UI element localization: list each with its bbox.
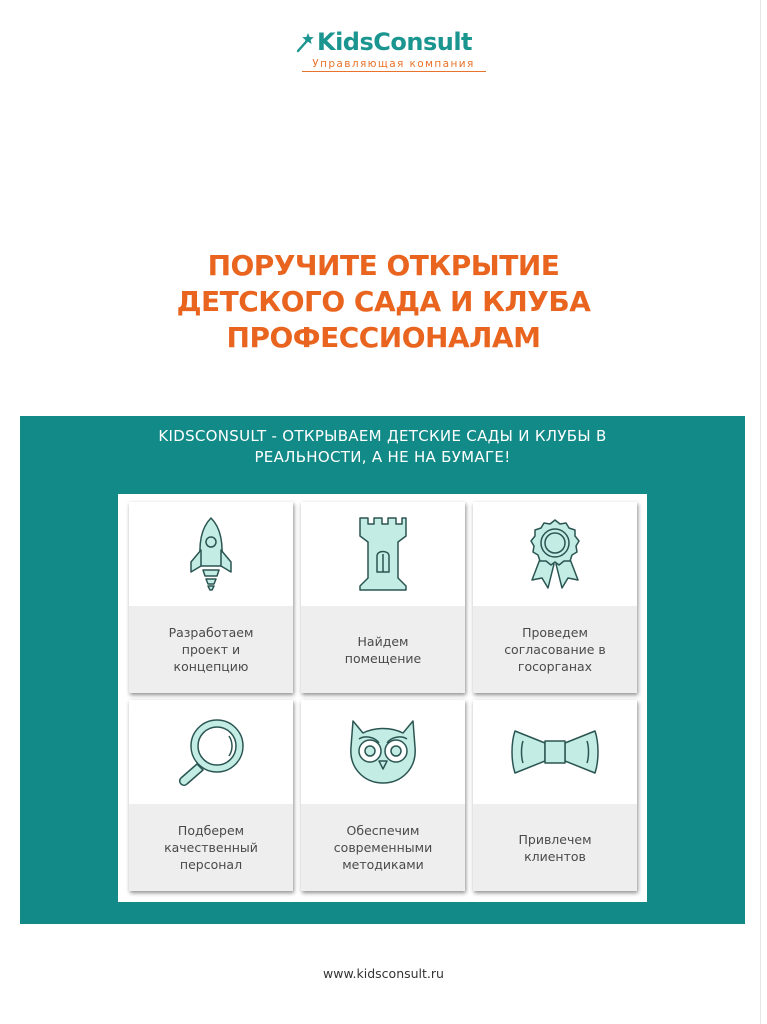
logo-underline: [302, 71, 486, 72]
card-label: [334, 822, 432, 873]
service-card-premises: [301, 502, 465, 693]
card-label-line: помещение: [344, 650, 422, 666]
owl-icon: [345, 717, 421, 787]
card-icon-area: [301, 502, 465, 606]
card-icon-area: [473, 502, 637, 606]
logo: [0, 28, 767, 72]
card-label-line: современными: [333, 840, 433, 855]
website-link[interactable]: www.kidsconsult.ru: [323, 966, 444, 981]
star-wand-icon: [295, 31, 315, 53]
services-panel: [20, 416, 745, 924]
card-label: [518, 831, 591, 865]
card-label-area: [473, 804, 637, 891]
card-label: [345, 633, 421, 667]
service-card-methods: [301, 700, 465, 891]
card-label-line: госорганах: [517, 659, 593, 674]
card-label-line: качественный: [164, 840, 258, 855]
medal-icon: [520, 514, 590, 594]
headline-line: ПРОФЕССИОНАЛАМ: [226, 321, 541, 354]
card-icon-area: [129, 502, 293, 606]
service-card-staff: [129, 700, 293, 891]
card-label-area: [129, 606, 293, 693]
panel-title: [20, 426, 745, 468]
service-card-project: [129, 502, 293, 693]
card-label: [169, 624, 254, 675]
service-card-approval: [473, 502, 637, 693]
bowtie-icon: [509, 727, 601, 777]
card-label-line: персонал: [179, 857, 243, 872]
card-label-area: [473, 606, 637, 693]
card-label-line: Привлечем: [518, 831, 592, 847]
card-label-line: согласование в: [504, 642, 606, 657]
card-label: [164, 822, 258, 873]
card-icon-area: [129, 700, 293, 804]
logo-tagline: Управляющая компания: [312, 58, 475, 70]
tower-icon: [348, 514, 418, 594]
card-icon-area: [301, 700, 465, 804]
card-label-area: [129, 804, 293, 891]
card-icon-area: [473, 700, 637, 804]
card-label-area: [301, 606, 465, 693]
card-label-line: Подберем: [177, 823, 245, 838]
card-label-line: Разработаем: [168, 625, 254, 640]
service-card-clients: [473, 700, 637, 891]
card-label-line: Проведем: [522, 625, 588, 640]
headline-line: ДЕТСКОГО САДА И КЛУБА: [176, 285, 591, 318]
panel-title-line: РЕАЛЬНОСТИ, А НЕ НА БУМАГЕ!: [254, 448, 511, 466]
card-label-line: Обеспечим: [346, 823, 420, 838]
card-label: [504, 624, 606, 675]
card-label-area: [301, 804, 465, 891]
headline: [0, 248, 767, 356]
page-edge: [760, 0, 761, 1024]
magnifier-icon: [171, 712, 251, 792]
logo-name: KidsConsult: [316, 28, 473, 56]
card-label-line: концепцию: [173, 659, 249, 674]
headline-line: ПОРУЧИТЕ ОТКРЫТИЕ: [207, 249, 560, 282]
card-label-line: Найдем: [357, 633, 409, 649]
card-label-line: проект и: [181, 642, 241, 657]
rocket-icon: [181, 514, 241, 594]
services-grid: [118, 494, 647, 902]
panel-title-line: KIDSCONSULT - ОТКРЫВАЕМ ДЕТСКИЕ САДЫ И КЛУБЫ В: [158, 427, 607, 445]
card-label-line: клиентов: [524, 848, 586, 864]
card-label-line: методиками: [342, 857, 424, 872]
